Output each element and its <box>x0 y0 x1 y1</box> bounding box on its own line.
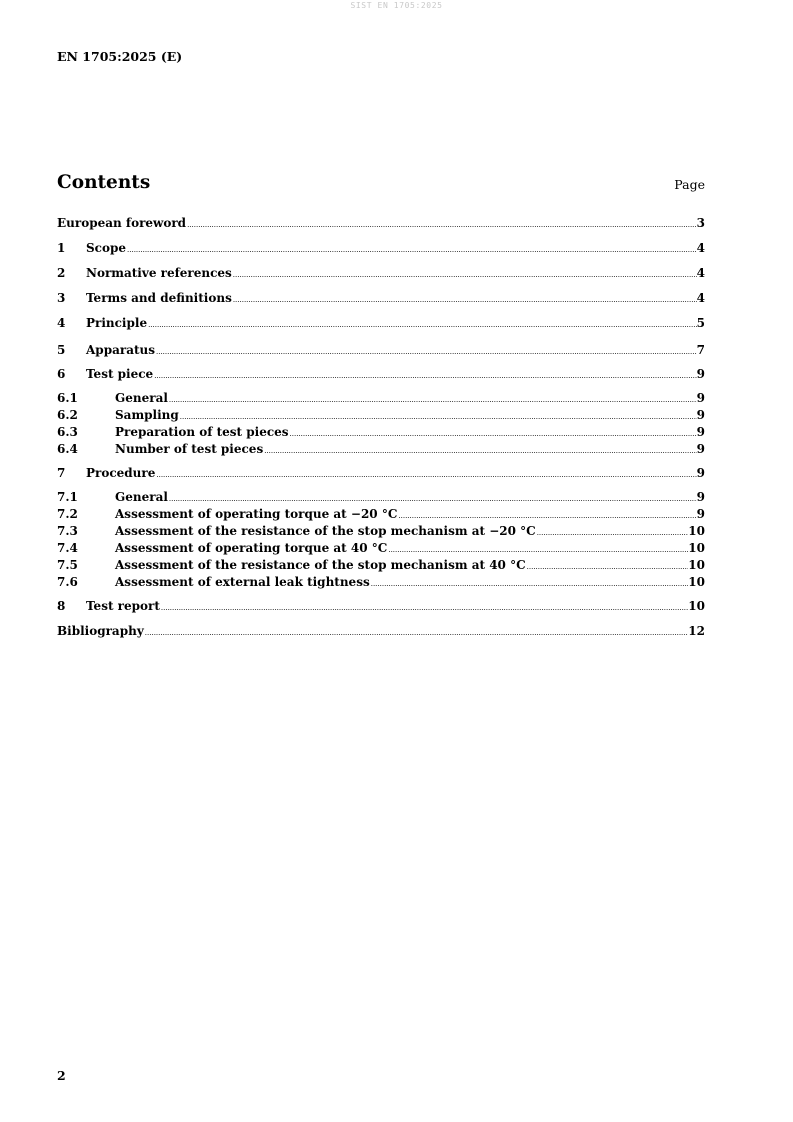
toc-entry[interactable] <box>57 390 705 407</box>
toc-entry-title: Test piece <box>86 367 154 381</box>
toc-dot-leader <box>156 342 697 361</box>
toc-entry-number: 7.5 <box>57 558 78 572</box>
toc-entry-title: Assessment of operating torque at 40 °C <box>115 541 388 555</box>
toc-entry-number: 4 <box>57 316 66 330</box>
toc-entry-page: 12 <box>688 624 705 638</box>
table-of-contents <box>57 215 705 640</box>
toc-dot-leader <box>371 574 689 593</box>
toc-entry-page: 7 <box>696 343 705 357</box>
toc-entry-number: 1 <box>57 241 66 255</box>
toc-entry[interactable] <box>57 506 705 523</box>
toc-entry-title: Bibliography <box>57 624 144 638</box>
toc-entry-number: 6 <box>57 367 66 381</box>
toc-entry-page: 4 <box>696 266 705 280</box>
toc-entry-page: 9 <box>696 507 705 521</box>
toc-entry-title: Apparatus <box>86 343 155 357</box>
toc-entry-title: Normative references <box>86 266 232 280</box>
toc-entry-title: Procedure <box>86 466 156 480</box>
toc-entry[interactable] <box>57 215 705 232</box>
toc-entry-number: 7.1 <box>57 490 78 504</box>
toc-entry-number: 7.6 <box>57 575 78 589</box>
toc-entry[interactable] <box>57 424 705 441</box>
toc-entry-page: 5 <box>696 316 705 330</box>
toc-entry-page: 9 <box>696 367 705 381</box>
toc-entry-number: 6.1 <box>57 391 78 405</box>
toc-entry-page: 10 <box>688 541 705 555</box>
toc-entry-title: Assessment of operating torque at −20 °C <box>115 507 398 521</box>
toc-entry[interactable] <box>57 523 705 540</box>
toc-entry-title: Scope <box>86 241 127 255</box>
toc-entry[interactable] <box>57 290 705 307</box>
toc-dot-leader <box>148 315 697 334</box>
toc-entry[interactable] <box>57 489 705 506</box>
toc-dot-leader <box>145 623 689 642</box>
toc-entry-number: 8 <box>57 599 66 613</box>
toc-entry-title: General <box>115 391 168 405</box>
toc-dot-leader <box>156 465 696 484</box>
toc-entry-title: Terms and definitions <box>86 291 232 305</box>
toc-entry-title: Assessment of external leak tightness <box>115 575 370 589</box>
toc-entry-page: 9 <box>696 425 705 439</box>
toc-entry[interactable] <box>57 441 705 458</box>
toc-dot-leader <box>127 240 697 259</box>
toc-entry-number: 7.2 <box>57 507 78 521</box>
toc-dot-leader <box>233 290 697 309</box>
toc-entry[interactable] <box>57 240 705 257</box>
toc-entry[interactable] <box>57 265 705 282</box>
toc-entry[interactable] <box>57 574 705 591</box>
toc-entry[interactable] <box>57 540 705 557</box>
toc-dot-leader <box>233 265 697 284</box>
toc-entry-title: Principle <box>86 316 148 330</box>
toc-entry-title: Assessment of the resistance of the stop mechanism at 40 °C <box>115 558 526 572</box>
page-column-label: Page <box>674 177 705 192</box>
toc-entry[interactable] <box>57 342 705 359</box>
toc-entry-number: 5 <box>57 343 66 357</box>
toc-dot-leader <box>264 441 696 460</box>
toc-entry-number: 3 <box>57 291 66 305</box>
toc-entry-title: Test report <box>86 599 160 613</box>
toc-entry-page: 4 <box>696 241 705 255</box>
toc-entry-page: 9 <box>696 391 705 405</box>
toc-entry-title: Assessment of the resistance of the stop mechanism at −20 °C <box>115 524 536 538</box>
toc-entry-title: Sampling <box>115 408 179 422</box>
toc-entry-number: 2 <box>57 266 66 280</box>
toc-entry-page: 9 <box>696 466 705 480</box>
toc-entry-number: 7 <box>57 466 66 480</box>
toc-entry[interactable] <box>57 598 705 615</box>
toc-entry-number: 6.2 <box>57 408 78 422</box>
toc-entry[interactable] <box>57 366 705 383</box>
toc-entry-number: 7.3 <box>57 524 78 538</box>
toc-entry-title: General <box>115 490 168 504</box>
contents-title: Contents <box>57 172 151 193</box>
toc-dot-leader <box>187 215 697 234</box>
toc-entry-title: Number of test pieces <box>115 442 264 456</box>
toc-entry-page: 10 <box>688 575 705 589</box>
toc-entry-page: 9 <box>696 490 705 504</box>
toc-entry[interactable] <box>57 557 705 574</box>
toc-entry-title: European foreword <box>57 216 187 230</box>
toc-entry[interactable] <box>57 465 705 482</box>
document-id: EN 1705:2025 (E) <box>57 49 183 64</box>
toc-dot-leader <box>161 598 688 617</box>
toc-entry-page: 10 <box>688 599 705 613</box>
toc-entry[interactable] <box>57 407 705 424</box>
toc-entry-page: 10 <box>688 558 705 572</box>
toc-entry-page: 9 <box>696 408 705 422</box>
toc-entry-number: 6.4 <box>57 442 78 456</box>
toc-entry-page: 3 <box>696 216 705 230</box>
toc-entry-page: 9 <box>696 442 705 456</box>
toc-dot-leader <box>154 366 696 385</box>
toc-entry[interactable] <box>57 623 705 640</box>
page-number: 2 <box>57 1068 66 1083</box>
toc-entry-number: 6.3 <box>57 425 78 439</box>
watermark: SIST EN 1705:2025 <box>350 1 443 10</box>
toc-entry-number: 7.4 <box>57 541 78 555</box>
toc-entry-title: Preparation of test pieces <box>115 425 289 439</box>
toc-entry-page: 10 <box>688 524 705 538</box>
toc-entry-page: 4 <box>696 291 705 305</box>
toc-entry[interactable] <box>57 315 705 332</box>
